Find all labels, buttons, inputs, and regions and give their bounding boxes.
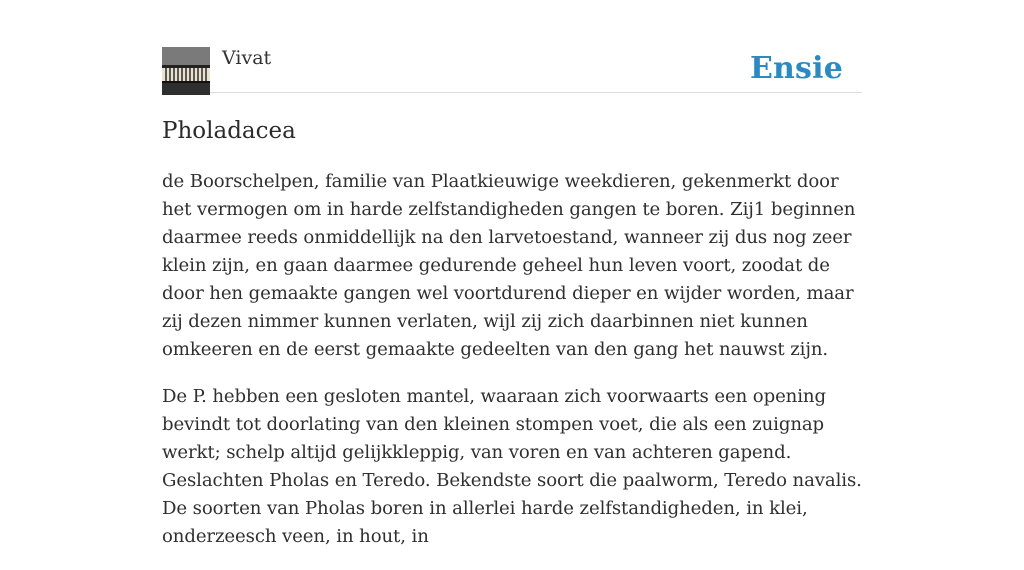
bookshelf-icon xyxy=(162,47,210,95)
header xyxy=(162,0,862,93)
article-page xyxy=(162,0,862,547)
article-title: Pholadacea xyxy=(162,118,296,144)
author-avatar[interactable] xyxy=(162,47,210,95)
article-body xyxy=(162,168,862,570)
paragraph: De P. hebben een gesloten mantel, waaraan zich voorwaarts een opening bevindt tot doorlating van den kleinen stompen voet, die als een zuignap werkt; schelp altijd gelijkkleppig, van voren en van achteren gapend. Geslachten Pholas en Teredo. Bekendste soort die paalworm, Teredo navalis. De soorten van Pholas boren in allerlei harde zelfstandigheden, in klei, onderzeesch veen, in hout, in xyxy=(162,386,862,547)
site-logo[interactable]: Ensie xyxy=(749,51,843,86)
paragraph: de Boorschelpen, familie van Plaatkieuwige weekdieren, gekenmerkt door het vermogen om in harde zelfstandigheden gangen te boren. Zij1 beginnen daarmee reeds onmiddellijk na den larvetoestand, wanneer zij dus nog zeer klein zijn, en gaan daarmee gedurende geheel hun leven voort, zoodat de door hen gemaakte gangen wel voortdurend dieper en wijder worden, maar zij dezen nimmer kunnen verlaten, wijl zij zich daarbinnen niet kunnen omkeeren en de eerst gemaakte gedeelten van den gang het nauwst zijn. xyxy=(162,171,856,360)
author-name[interactable]: Vivat xyxy=(222,47,272,69)
